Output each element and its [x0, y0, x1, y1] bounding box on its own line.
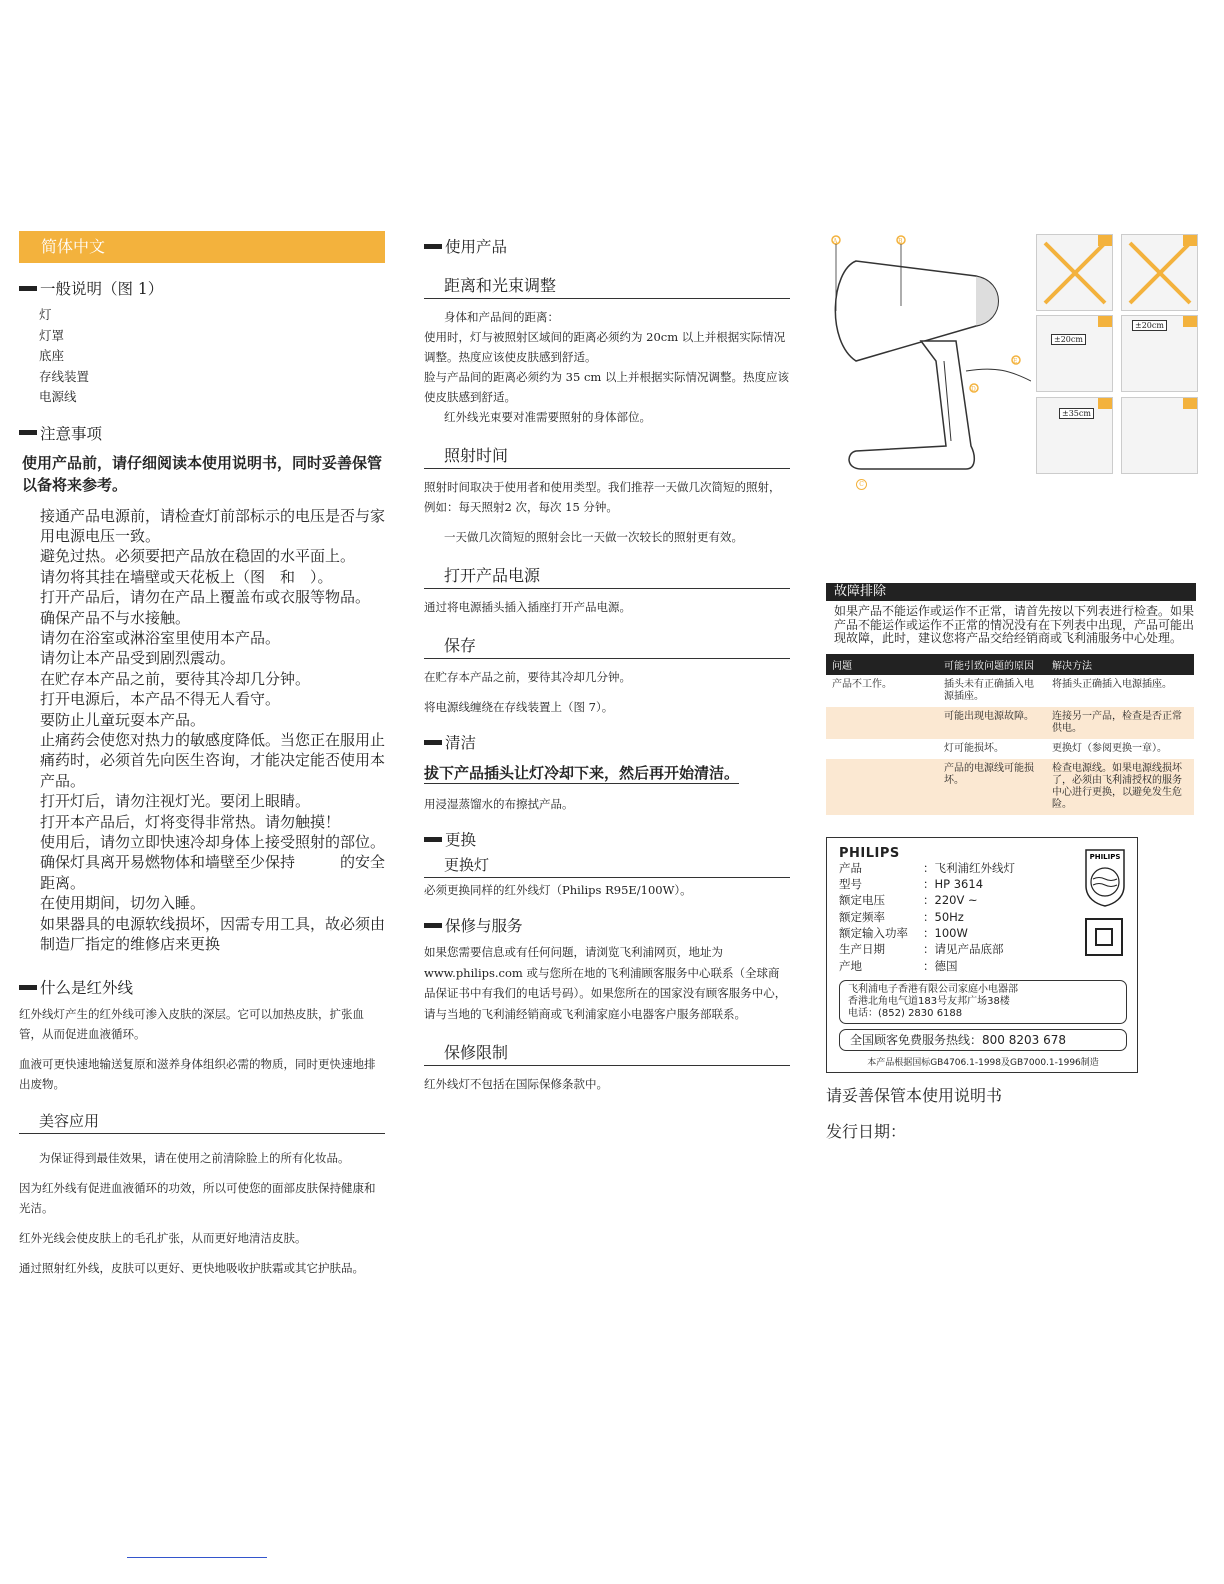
list-item: 打开产品后，请勿在产品上覆盖布或衣服等物品。 — [40, 588, 371, 607]
heading-bar — [424, 244, 442, 249]
table-cell: 插头未有正确插入电源插座。 — [944, 678, 1034, 702]
figure-area — [826, 231, 1196, 488]
table-cell: 产品不工作。 — [832, 678, 892, 690]
list-item: 在贮存本产品之前，要待其冷却几分钟。 — [40, 669, 311, 688]
paragraph: 在贮存本产品之前，要待其冷却几分钟。 — [424, 670, 631, 684]
figure-ceiling-mount-prohibited — [1121, 234, 1198, 311]
table-row — [826, 759, 1194, 815]
paragraph: 使用时，灯与被照射区域间的距离必须约为 20cm 以上并根据实际情况调整。热度应该使皮肤感到舒适。 — [424, 330, 786, 364]
list-item: 电源线 — [39, 389, 77, 404]
heading-bar — [424, 740, 442, 745]
limits-heading: 保修限制 — [424, 1038, 790, 1066]
list-item: 请勿让本产品受到剧烈震动。 — [40, 649, 236, 668]
paragraph: 血液可更快速地输送复原和滋养身体组织必需的物质，同时更快速地排出废物。 — [19, 1057, 376, 1092]
language-header: 简体中文 — [19, 231, 385, 263]
figure-label-e: E — [1013, 358, 1018, 365]
spec-value: ：100W — [923, 926, 968, 941]
storage-heading: 保存 — [424, 631, 790, 659]
figure-body-distance: ±20cm — [1036, 315, 1113, 392]
spec-value: ：请见产品底部 — [923, 942, 1004, 957]
column-middle — [424, 231, 790, 1104]
cross-icon — [1122, 235, 1197, 310]
spec-key: 额定输入功率 — [839, 926, 908, 941]
replace-heading: 更换 — [424, 828, 790, 850]
spec-key: 型号 — [839, 876, 862, 891]
figure-face-distance: ±35cm — [1036, 397, 1113, 474]
column-header: 问题 — [826, 654, 938, 675]
troubleshooting-table — [826, 654, 1194, 815]
general-heading: 一般说明（图 1） — [19, 277, 385, 299]
address-line: 香港北角电气道183号友邦广场38楼 — [848, 995, 1010, 1007]
cross-icon — [1037, 235, 1112, 310]
paragraph: 通过将电源插头插入插座打开产品电源。 — [424, 600, 631, 614]
figure-arm-distance: ±20cm — [1121, 315, 1198, 392]
list-item: 止痛药会使您对热力的敏感度降低。当您正在服用止痛药时，必须首先向医生咨询，才能决定能否使用本产品。 — [40, 730, 386, 790]
table-cell: 可能出现电源故障。 — [938, 707, 1046, 739]
figure-cord-storage — [1121, 397, 1198, 474]
lamp-illustration — [826, 231, 1031, 476]
caution-heading: 注意事项 — [19, 422, 385, 444]
list-item: 底座 — [39, 348, 65, 363]
spec-key: 产地 — [839, 958, 862, 973]
paragraph: 如果您需要信息或有任何问题，请浏览飞利浦网页，地址为 www.philips.com 或与您所在地的飞利浦顾客服务中心联系（全球商品保证书中有我们的电话号码）。如果您所在的国家没有顾客服务中心，请与当地的飞利浦经销商或飞利浦家庭小电器客户服务部联系。 — [424, 945, 787, 1021]
hotline-box: 全国顾客免费服务热线：800 8203 678 — [839, 1029, 1127, 1051]
spec-value: ：飞利浦红外线灯 — [923, 860, 1015, 875]
paragraph: 将电源线缠绕在存线装置上（图 7）。 — [424, 700, 614, 714]
paragraph: 一天做几次简短的照射会比一天做一次较长的照射更有效。 — [444, 530, 743, 544]
table-row — [826, 675, 1194, 707]
paragraph: 红外线光束要对准需要照射的身体部位。 — [444, 410, 651, 424]
table-cell: 将插头正确插入电源插座。 — [1052, 678, 1172, 690]
service-heading: 保修与服务 — [424, 914, 790, 936]
figure-tag — [1183, 235, 1197, 246]
list-item: 打开电源后，本产品不得无人看守。 — [40, 690, 281, 709]
paragraph: 必须更换同样的红外线灯（Philips R95E/100W）。 — [424, 883, 692, 897]
paragraph: 脸与产品间的距离必须约为 35 cm 以上并根据实际情况调整。热度应该使皮肤感到舒适。 — [424, 370, 789, 404]
general-list — [19, 305, 385, 408]
figure-label-a: A — [833, 238, 838, 245]
address-line: 电话：(852) 2830 6188 — [848, 1007, 963, 1019]
keep-manual-note: 请妥善保管本使用说明书 — [826, 1085, 1003, 1105]
product-nameplate — [826, 837, 1138, 1073]
column-left — [19, 231, 385, 1288]
distance-heading: 距离和光束调整 — [424, 271, 790, 299]
column-right — [826, 231, 1196, 1142]
spec-key: 额定电压 — [839, 893, 885, 908]
replace-lamp-heading: 更换灯 — [424, 852, 790, 878]
use-heading: 使用产品 — [424, 235, 790, 257]
paragraph: 身体和产品间的距离： — [444, 310, 559, 324]
beauty-heading: 美容应用 — [19, 1108, 385, 1134]
heading-bar — [19, 430, 37, 435]
table-cell — [826, 739, 938, 759]
shield-text: PHILIPS — [1089, 852, 1121, 861]
spec-key: 产品 — [839, 860, 862, 875]
paragraph: 红外光线会使皮肤上的毛孔扩张，从而更好地清洁皮肤。 — [19, 1231, 307, 1246]
heading-bar — [19, 985, 37, 990]
list-item: 灯罩 — [39, 327, 65, 343]
caution-lead: 使用产品前，请仔细阅读本使用说明书，同时妥善保管以备将来参考。 — [22, 453, 383, 494]
paragraph: 因为红外线有促进血液循环的功效，所以可使您的面部皮肤保持健康和光洁。 — [19, 1181, 376, 1216]
paragraph: 红外线灯产生的红外线可渗入皮肤的深层。它可以加热皮肤，扩张血管，从而促进血液循环。 — [19, 1007, 364, 1042]
troubleshooting-heading: 故障排除 — [826, 583, 1196, 601]
philips-wordmark: PHILIPS — [839, 845, 900, 861]
issue-date: 发行日期： — [826, 1121, 907, 1141]
time-heading: 照射时间 — [424, 441, 790, 469]
spec-value: ：HP 3614 — [923, 876, 984, 891]
list-item: 接通产品电源前，请检查灯前部标示的电压是否与家用电源电压一致。 — [40, 506, 386, 545]
figure-tag — [1098, 398, 1112, 409]
footer-link-line — [127, 1557, 267, 1558]
paragraph: 照射时间取决于使用者和使用类型。我们推荐一天做几次简短的照射，例如：每天照射2 次，每次 15 分钟。 — [424, 480, 781, 514]
list-item: 打开灯后，请勿注视灯光。要闭上眼睛。 — [40, 792, 311, 811]
heading-bar — [19, 286, 37, 291]
list-item: 在使用期间，切勿入睡。 — [40, 894, 206, 913]
list-item: 灯 — [39, 307, 52, 322]
table-cell: 灯可能损坏。 — [944, 742, 1004, 754]
spec-key: 额定频率 — [839, 909, 885, 924]
spec-value: ：220V ~ — [923, 893, 978, 908]
list-item: 打开本产品后，灯将变得非常热。请勿触摸！ — [40, 812, 341, 831]
paragraph: 用浸湿蒸馏水的布擦拭产品。 — [424, 797, 574, 811]
table-row — [826, 739, 1194, 759]
spec-value: ：50Hz — [923, 909, 964, 924]
list-item: 存线装置 — [39, 368, 90, 384]
cleaning-bold: 拔下产品插头让灯冷却下来，然后再开始清洁。 — [424, 764, 740, 782]
table-header-row — [826, 654, 1194, 675]
address-box — [839, 980, 1127, 1024]
list-item: 要防止儿童玩耍本产品。 — [40, 710, 206, 729]
figure-label-c: C — [856, 479, 867, 490]
heading-bar — [424, 923, 442, 928]
table-cell — [826, 707, 938, 739]
figure-label-b: B — [898, 238, 903, 245]
figure-label-d: D — [971, 386, 976, 393]
address-line: 飞利浦电子香港有限公司家庭小电器部 — [848, 983, 1018, 995]
table-cell: 连接另一产品，检查是否正常供电。 — [1046, 707, 1194, 739]
list-item: 使用后，请勿立即快速冷却身体上接受照射的部位。 — [40, 833, 386, 851]
figure-tag — [1098, 235, 1112, 246]
table-cell — [826, 759, 938, 815]
list-item: 如果器具的电源软线损坏，因需专用工具，故必须由制造厂指定的维修店来更换 — [40, 914, 386, 954]
figure-tag — [1098, 316, 1112, 327]
cleaning-heading: 清洁 — [424, 731, 790, 753]
inner-square — [1095, 928, 1113, 946]
column-header: 解决方法 — [1046, 654, 1194, 675]
figure-tag — [1183, 398, 1197, 409]
paragraph: 为保证得到最佳效果，请在使用之前清除脸上的所有化妆品。 — [39, 1151, 350, 1166]
double-insulation-icon — [1085, 918, 1123, 956]
figure-wall-mount-prohibited — [1036, 234, 1113, 311]
infrared-heading: 什么是红外线 — [19, 976, 385, 998]
standard-note: 本产品根据国标GB4706.1-1998及GB7000.1-1996制造 — [867, 1057, 1099, 1068]
figure-tag — [1183, 316, 1197, 327]
caution-list — [19, 506, 385, 955]
list-item: 请勿将其挂在墙壁或天花板上（图 和 ）。 — [40, 567, 333, 586]
list-item: 确保产品不与水接触。 — [40, 608, 191, 627]
table-row — [826, 707, 1194, 739]
table-cell: 检查电源线。如果电源线损坏了，必须由飞利浦授权的服务中心进行更换，以避免发生危险。 — [1046, 759, 1194, 815]
heading-bar — [424, 837, 442, 842]
paragraph: 通过照射红外线，皮肤可以更好、更快地吸收护肤霜或其它护肤品。 — [19, 1261, 364, 1276]
list-item: 请勿在浴室或淋浴室里使用本产品。 — [40, 628, 281, 647]
troubleshooting-intro: 如果产品不能运作或运作不正常，请首先按以下列表进行检查。如果产品不能运作或运作不正常的情况没有在下列表中出现，产品可能出现故障，此时，建议您将产品交给经销商或飞利浦服务中心处理。 — [834, 604, 1195, 645]
list-item: 避免过热。必须要把产品放在稳固的水平面上。 — [40, 547, 356, 566]
spec-key: 生产日期 — [839, 942, 885, 957]
table-cell: 更换灯（参阅更换一章）。 — [1052, 742, 1167, 754]
paragraph: 红外线灯不包括在国际保修条款中。 — [424, 1077, 608, 1091]
column-header: 可能引致问题的原因 — [938, 654, 1046, 675]
philips-shield-icon — [1084, 848, 1126, 908]
spec-value: ：德国 — [923, 958, 958, 973]
table-cell: 产品的电源线可能损坏。 — [938, 759, 1046, 815]
list-item: 确保灯具离开易燃物体和墙壁至少保持 的安全距离。 — [40, 853, 386, 892]
power-heading: 打开产品电源 — [424, 561, 790, 589]
